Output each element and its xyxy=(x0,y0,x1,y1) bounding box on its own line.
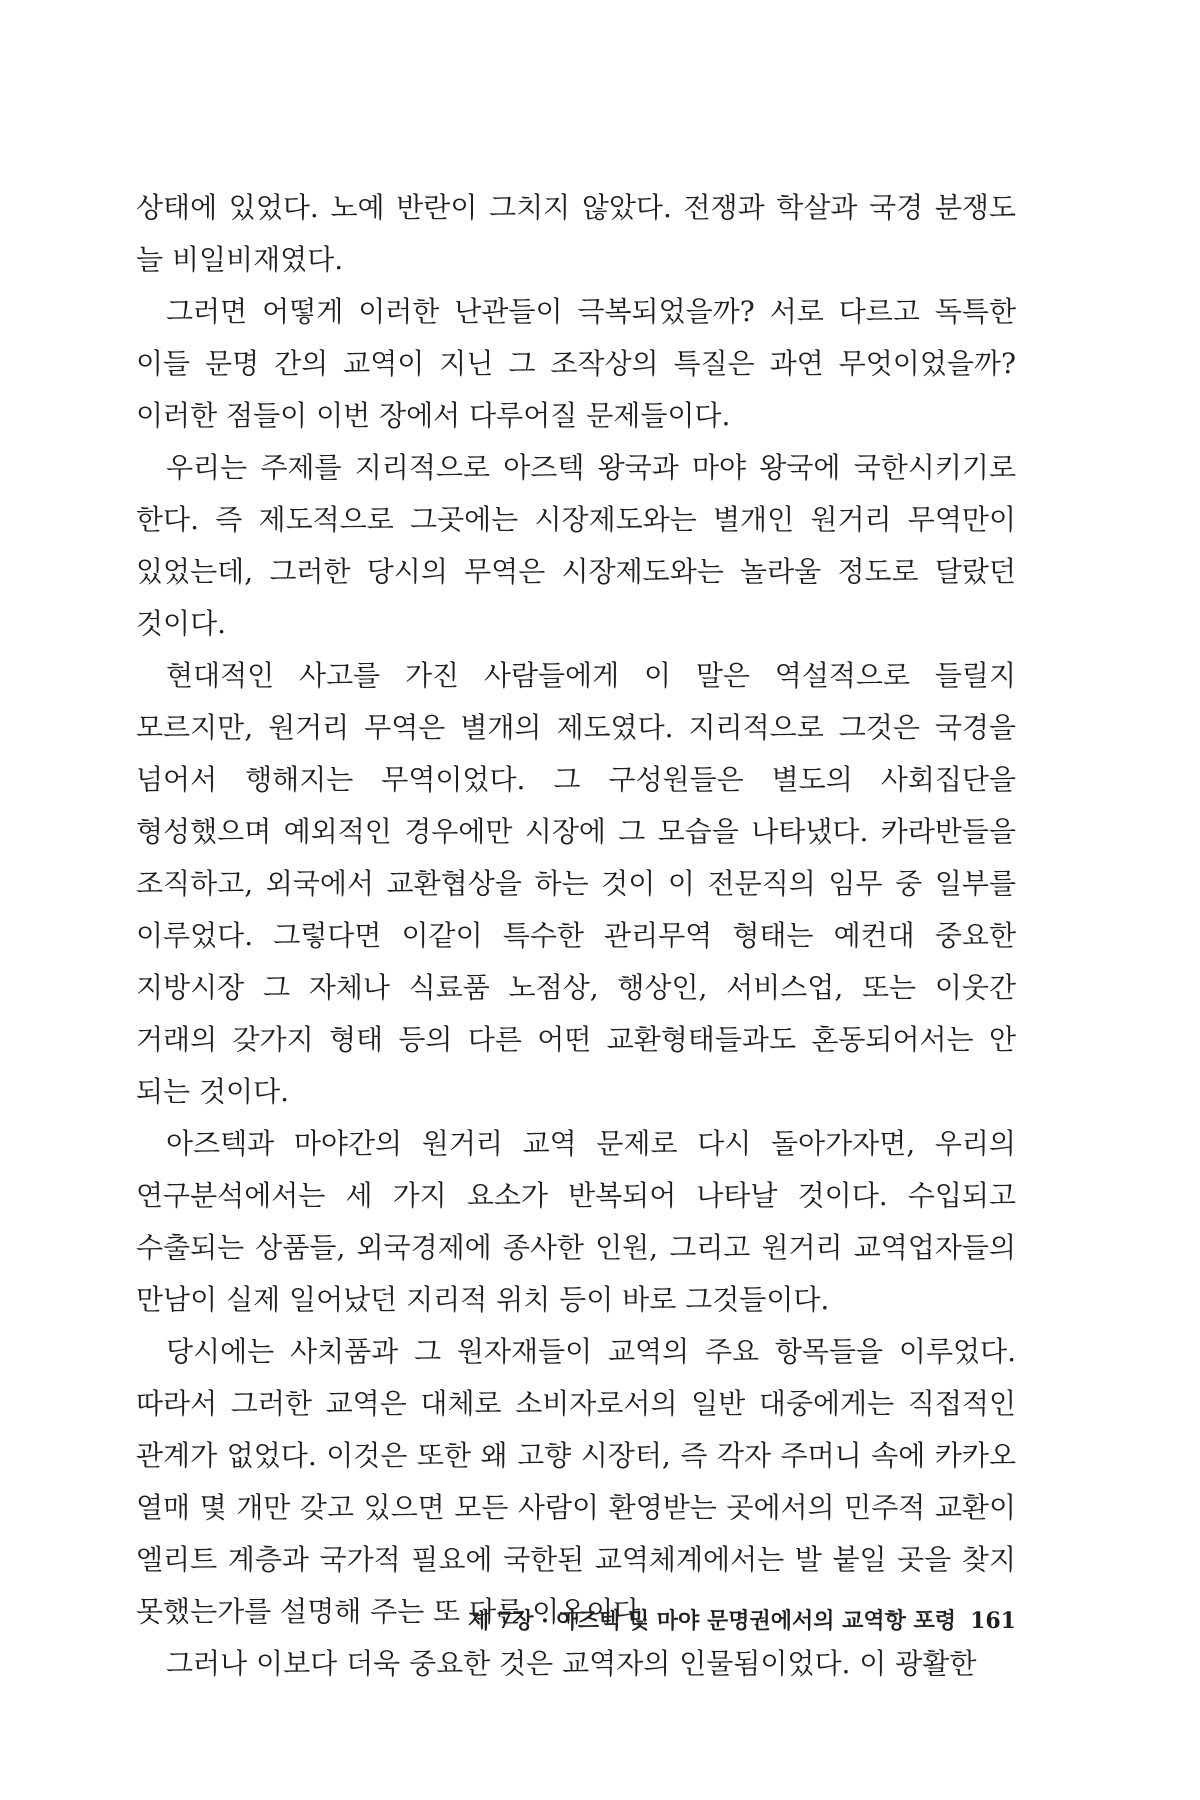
paragraph-3: 우리는 주제를 지리적으로 아즈텍 왕국과 마야 왕국에 국한시키기로 한다. 즉 제도적으로 그곳에는 시장제도와는 별개인 원거리 무역만이 있었는데, 그러한 당시의 무역은 시장제도와는 놀라울 정도로 달랐던 것이다. xyxy=(136,451,1016,640)
paragraph-1: 상태에 있었다. 노예 반란이 그치지 않았다. 전쟁과 학살과 국경 분쟁도 늘 비일비재였다. xyxy=(136,191,1016,276)
paragraph-6: 당시에는 사치품과 그 원자재들이 교역의 주요 항목들을 이루었다. 따라서 그러한 교역은 대체로 소비자로서의 일반 대중에게는 직접적인 관계가 없었다. 이것은 또한 왜 고향 시장터, 즉 각자 주머니 속에 카카오 열매 몇 개만 갖고 있으면 모든 사람이 환영받는 곳에서의 민주적 교환이 엘리트 계층과 국가적 필요에 국한된 교역체계에서는 발 붙일 곳을 찾지 못했는가를 설명해 주는 또 다른 이유이다. xyxy=(136,1335,1016,1628)
paragraph-7: 그러나 이보다 더욱 중요한 것은 교역자의 인물됨이었다. 이 광활한 xyxy=(166,1647,977,1680)
paragraph-4: 현대적인 사고를 가진 사람들에게 이 말은 역설적으로 들릴지 모르지만, 원거리 무역은 별개의 제도였다. 지리적으로 그것은 국경을 넘어서 행해지는 무역이었다. 그 구성원들은 별도의 사회집단을 형성했으며 예외적인 경우에만 시장에 그 모습을 나타냈다. 카라반들을 조직하고, 외국에서 교환협상을 하는 것이 이 전문직의 임무 중 일부를 이루었다. 그렇다면 이같이 특수한 관리무역 형태는 예컨대 중요한 지방시장 그 자체나 식료품 노점상, 행상인, 서비스업, 또는 이웃간 거래의 갖가지 형태 등의 다른 어떤 교환형태들과도 혼동되어서는 안 되는 것이다. xyxy=(136,659,1016,1108)
paragraph-2: 그러면 어떻게 이러한 난관들이 극복되었을까? 서로 다르고 독특한 이들 문명 간의 교역이 지닌 그 조작상의 특질은 과연 무엇이었을까? 이러한 점들이 이번 장에서 다루어질 문제들이다. xyxy=(136,295,1016,432)
running-head: 제 7장 · 아즈텍 및 마야 문명권에서의 교역항 포령 xyxy=(468,1608,957,1634)
paragraph-5: 아즈텍과 마야간의 원거리 교역 문제로 다시 돌아가자면, 우리의 연구분석에서는 세 가지 요소가 반복되어 나타날 것이다. 수입되고 수출되는 상품들, 외국경제에 종사한 인원, 그리고 원거리 교역업자들의 만남이 실제 일어났던 지리적 위치 등이 바로 그것들이다. xyxy=(136,1127,1016,1316)
page-footer xyxy=(0,1604,1016,1635)
page-number: 161 xyxy=(970,1608,1016,1634)
body-text xyxy=(136,182,1016,1690)
